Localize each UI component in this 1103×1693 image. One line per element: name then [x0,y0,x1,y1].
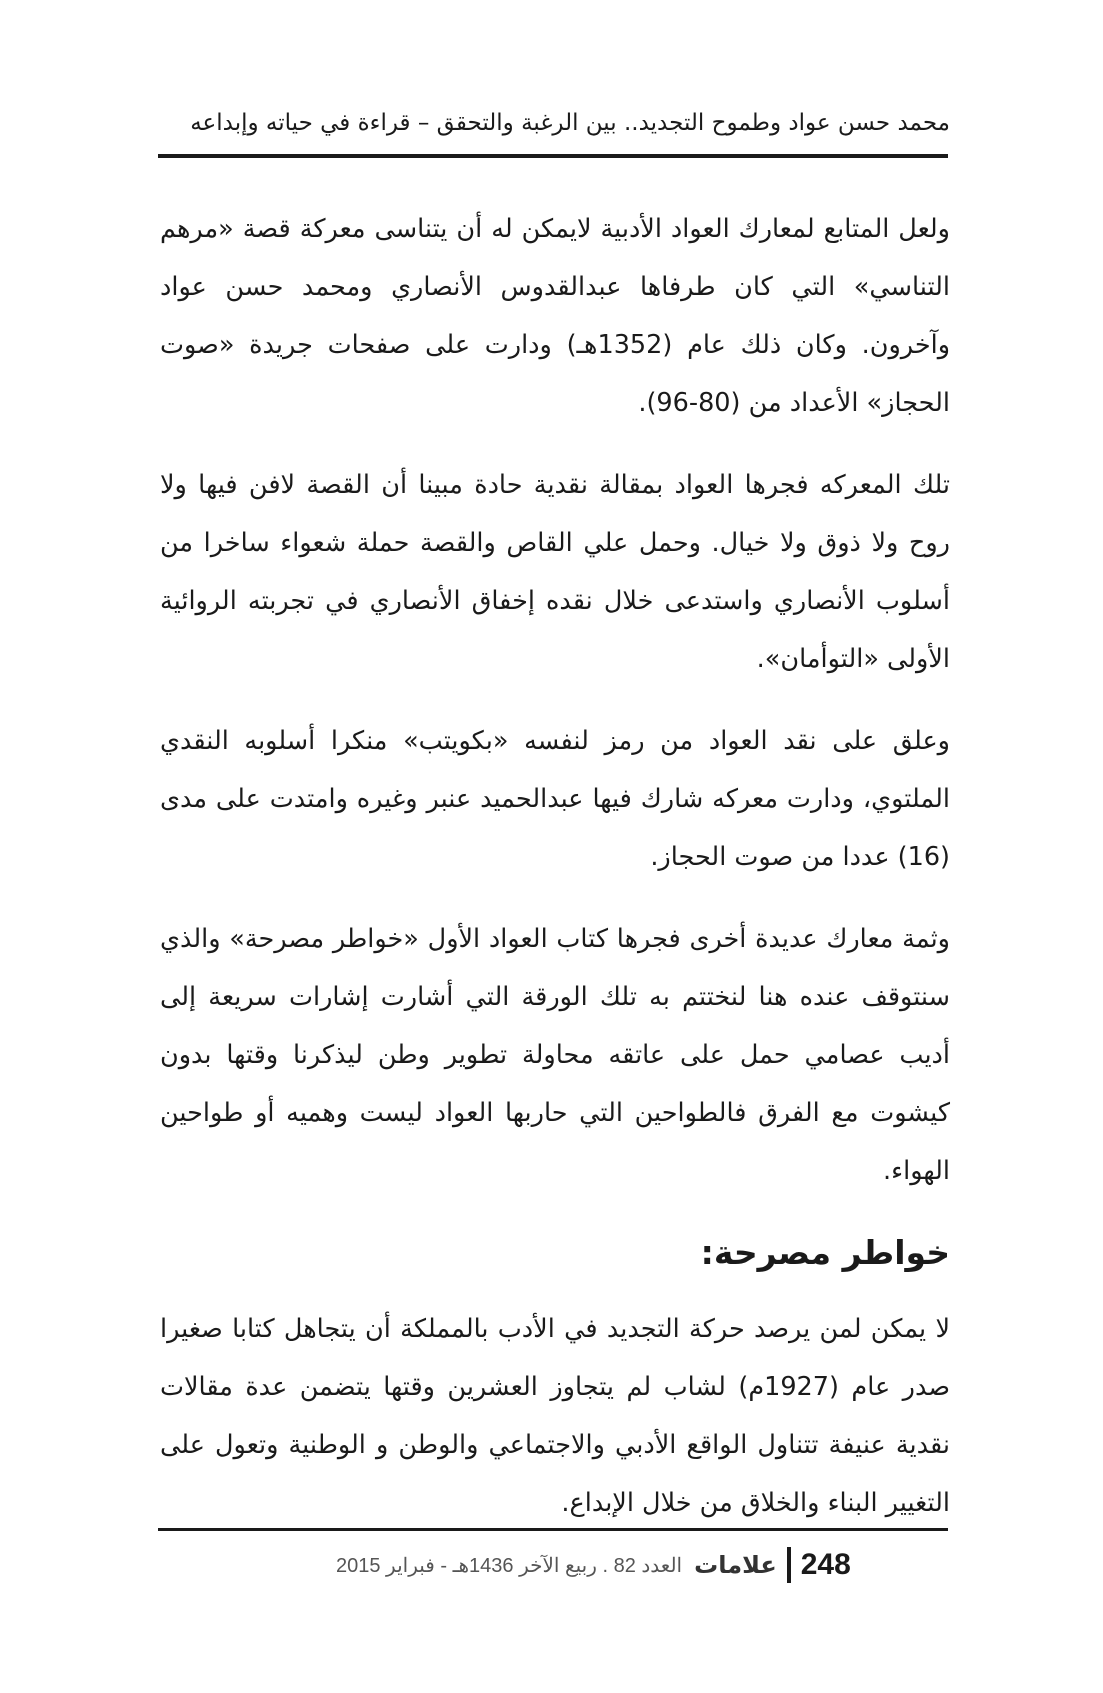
body-paragraph: تلك المعركه فجرها العواد بمقالة نقدية حادة مبينا أن القصة لافن فيها ولا روح ولا ذوق ولا خيال. وحمل علي القاص والقصة حملة شعواء ساخرا من أسلوب الأنصاري واستدعى خلال نقده إخفاق الأنصاري في تجربته الروائية الأولى «التوأمان». [160,470,950,674]
magazine-logo: علامات [694,1551,777,1579]
body-paragraph: وعلق على نقد العواد من رمز لنفسه «بكويتب» منكرا أسلوبه النقدي الملتوي، ودارت معركه شارك فيها عبدالحميد عنبر وغيره وامتدت على مدى (16) عددا من صوت الحجاز. [160,726,950,872]
page-footer [336,1543,851,1587]
page-number: 248 [800,1548,851,1581]
section-paragraph: لا يمكن لمن يرصد حركة التجديد في الأدب بالمملكة أن يتجاهل كتابا صغيرا صدر عام (1927م) لشاب لم يتجاوز العشرين وقتها يتضمن عدة مقالات نقدية عنيفة تتناول الواقع الأدبي والاجتماعي والوطن و الوطنية وتعول على التغيير البناء والخلاق من خلال الإبداع. [160,1314,950,1518]
issue-info: العدد 82 . ربيع الآخر 1436هـ - فبراير 2015 [336,1554,683,1577]
running-header: محمد حسن عواد وطموح التجديد.. بين الرغبة والتحقق – قراءة في حياته وإبداعه [190,110,950,136]
section-heading: خواطر مصرحة: [700,1233,950,1272]
footer-divider [158,1528,948,1531]
body-paragraph: وثمة معارك عديدة أخرى فجرها كتاب العواد الأول «خواطر مصرحة» والذي سنتوقف عنده هنا لنختتم به تلك الورقة التي أشارت إشارات سريعة إلى أديب عصامي حمل على عاتقه محاولة تطوير وطن ليذكرنا وقتها بدون كيشوت مع الفرق فالطواحين التي حاربها العواد ليست وهميه أو طواحين الهواء. [160,924,950,1186]
article-body [160,200,950,1556]
footer-separator [787,1547,791,1583]
body-paragraph: ولعل المتابع لمعارك العواد الأدبية لايمكن له أن يتناسى معركة قصة «مرهم التناسي» التي كان طرفاها عبدالقدوس الأنصاري ومحمد حسن عواد وآخرون. وكان ذلك عام (1352هـ) ودارت على صفحات جريدة «صوت الحجاز» الأعداد من (80-96). [160,214,951,418]
header-divider [158,154,948,158]
